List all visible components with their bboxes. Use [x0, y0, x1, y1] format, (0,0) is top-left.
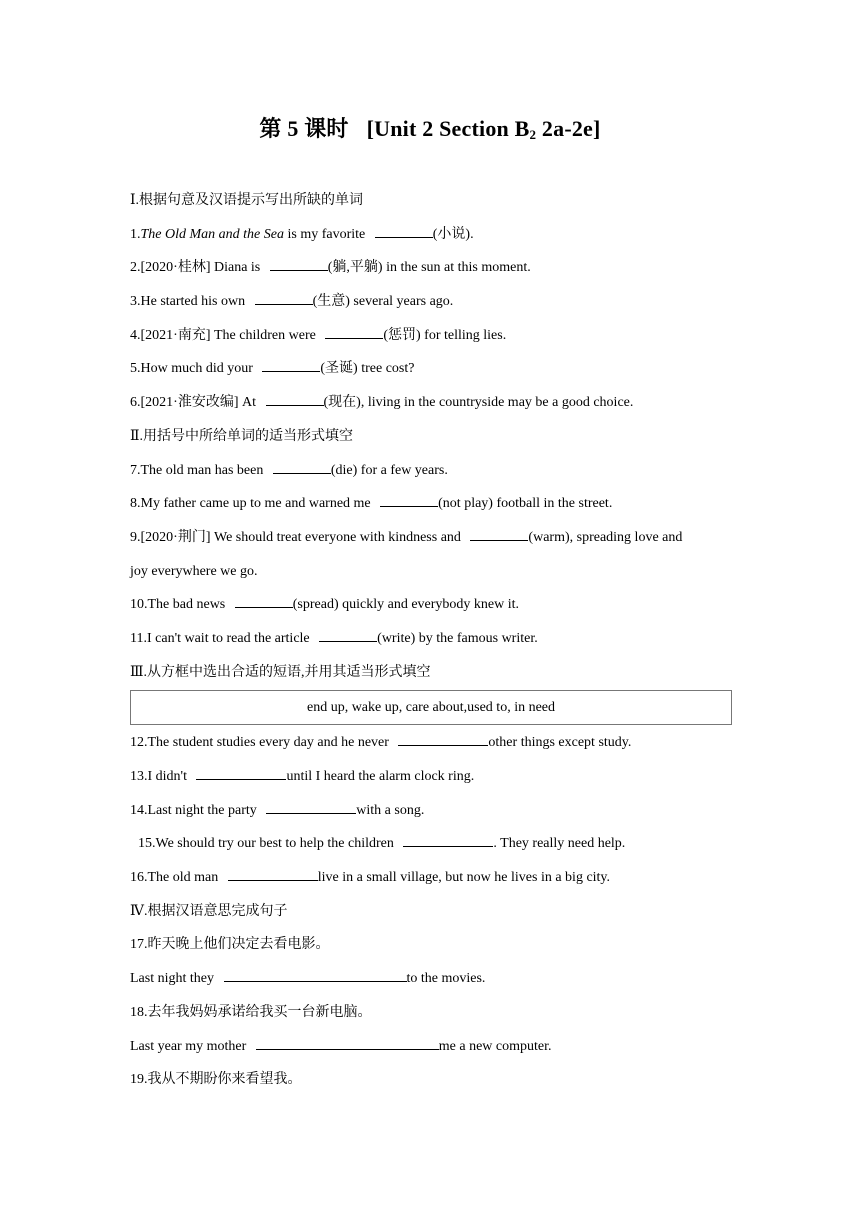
question-8: 8.My father came up to me and warned me (not play) football in the street. [130, 496, 613, 512]
question-9: 9.[2020·荆门] We should treat everyone with kindness and (warm), spreading love and [130, 529, 683, 545]
question-3: 3.He started his own (生意) several years ago. [130, 294, 454, 310]
question-18-chinese: 18.去年我妈妈承诺给我买一台新电脑。 [130, 1004, 372, 1020]
exercise-content [130, 184, 734, 1097]
word-box: end up, wake up, care about,used to, in need [130, 690, 732, 725]
answer-blank[interactable] [325, 326, 383, 339]
question-2: 2.[2020·桂林] Diana is (躺,平躺) in the sun at this moment. [130, 260, 531, 276]
page-title [0, 112, 860, 143]
question-13: 13.I didn't until I heard the alarm clock ring. [130, 769, 475, 784]
section-heading-4: Ⅳ.根据汉语意思完成句子 [130, 903, 288, 919]
question-11: 11.I can't wait to read the article (write) by the famous writer. [130, 630, 538, 646]
question-18: Last year my mother me a new computer. [130, 1038, 552, 1054]
answer-blank[interactable] [262, 359, 320, 372]
question-17: Last night they to the movies. [130, 971, 486, 987]
question-9-continued: joy everywhere we go. [130, 563, 258, 579]
answer-blank[interactable] [470, 528, 528, 541]
question-15: 15.We should try our best to help the children . They really need help. [138, 836, 626, 852]
question-14: 14.Last night the party with a song. [130, 802, 425, 818]
title-unit: [Unit 2 Section B [366, 116, 530, 141]
answer-blank[interactable] [266, 393, 324, 406]
question-19-chinese: 19.我从不期盼你来看望我。 [130, 1072, 302, 1088]
title-lesson: 第 5 课时 [259, 116, 349, 141]
question-17-chinese: 17.昨天晚上他们决定去看电影。 [130, 937, 330, 953]
answer-blank[interactable] [319, 629, 377, 642]
answer-blank[interactable] [196, 767, 286, 780]
question-12: 12.The student studies every day and he never other things except study. [130, 735, 632, 751]
section-heading-3: Ⅲ.从方框中选出合适的短语,并用其适当形式填空 [130, 664, 431, 680]
book-title: The Old Man and the Sea [140, 226, 284, 242]
answer-blank[interactable] [224, 969, 407, 982]
answer-blank[interactable] [273, 461, 331, 474]
question-7: 7.The old man has been (die) for a few years. [130, 462, 448, 478]
title-subscript: 2 [529, 127, 537, 142]
answer-blank[interactable] [270, 258, 328, 271]
answer-blank[interactable] [266, 801, 356, 814]
answer-blank[interactable] [228, 868, 318, 881]
title-suffix: 2a-2e] [536, 116, 601, 141]
answer-blank[interactable] [256, 1037, 439, 1050]
question-6: 6.[2021·淮安改编] At (现在), living in the countryside may be a good choice. [130, 395, 634, 411]
answer-blank[interactable] [403, 834, 493, 847]
question-5: 5.How much did your (圣诞) tree cost? [130, 361, 415, 377]
answer-blank[interactable] [380, 494, 438, 507]
answer-blank[interactable] [375, 225, 433, 238]
question-10: 10.The bad news (spread) quickly and everybody knew it. [130, 597, 520, 613]
answer-blank[interactable] [235, 595, 293, 608]
section-heading-1: Ⅰ.根据句意及汉语提示写出所缺的单词 [130, 193, 364, 208]
question-4: 4.[2021·南充] The children were (惩罚) for telling lies. [130, 327, 507, 343]
answer-blank[interactable] [398, 733, 488, 746]
question-1: 1.The Old Man and the Sea is my favorite (小说). [130, 226, 474, 242]
question-16: 16.The old man live in a small village, but now he lives in a big city. [130, 870, 611, 886]
answer-blank[interactable] [255, 292, 313, 305]
section-heading-2: Ⅱ.用括号中所给单词的适当形式填空 [130, 428, 354, 444]
